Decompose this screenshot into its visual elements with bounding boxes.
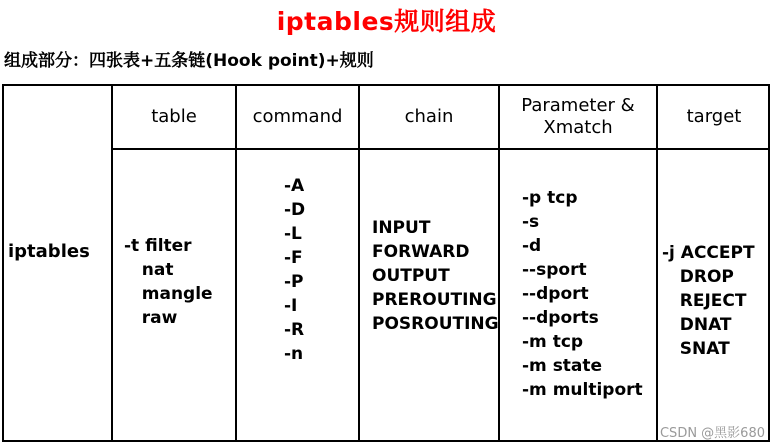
parameter-option: -m multiport [522, 380, 643, 400]
command-options [284, 174, 305, 366]
table-option: mangle [124, 284, 213, 304]
command-option: -n [284, 344, 304, 364]
header-divider [111, 148, 768, 150]
table-option: nat [124, 260, 174, 280]
chain-option: OUTPUT [372, 266, 450, 286]
target-option: REJECT [662, 291, 747, 311]
chain-option: PREROUTING [372, 290, 497, 310]
header-target: target [686, 106, 742, 127]
command-option: -F [284, 248, 303, 268]
command-option: -I [284, 296, 298, 316]
parameter-option: -s [522, 212, 540, 232]
parameter-option: --dports [522, 308, 599, 328]
command-option: -L [284, 224, 302, 244]
target-option: DNAT [662, 315, 732, 335]
parameter-options [522, 186, 643, 402]
target-option: DROP [662, 267, 734, 287]
watermark: CSDN @黑影680 [659, 426, 765, 441]
chain-option: FORWARD [372, 242, 470, 262]
parameter-option: -m tcp [522, 332, 584, 352]
parameter-option: -p tcp [522, 188, 578, 208]
page-subtitle: 组成部分：四张表+五条链(Hook point)+规则 [4, 51, 374, 71]
header-chain: chain [404, 106, 454, 127]
chain-options [372, 216, 499, 336]
command-option: -A [284, 176, 305, 196]
table-option: -t filter [124, 236, 192, 256]
header-parameter [500, 86, 656, 148]
command-option: -D [284, 200, 306, 220]
command-option: -R [284, 320, 305, 340]
header-parameter-line1: Parameter & [521, 95, 635, 116]
command-option: -P [284, 272, 304, 292]
chain-option: INPUT [372, 218, 431, 238]
header-parameter-line2: Xmatch [543, 117, 613, 138]
row-label-iptables: iptables [8, 241, 90, 262]
iptables-table [2, 84, 770, 442]
page-title: iptables规则组成 [276, 7, 497, 36]
header-table: table [151, 106, 197, 127]
parameter-option: --dport [522, 284, 589, 304]
parameter-option: -d [522, 236, 542, 256]
target-option: SNAT [662, 339, 730, 359]
table-options [124, 234, 213, 330]
chain-option: POSROUTING [372, 314, 499, 334]
target-option: -j ACCEPT [662, 243, 755, 263]
parameter-option: -m state [522, 356, 603, 376]
table-option: raw [124, 308, 178, 328]
header-command: command [252, 106, 343, 127]
target-options [662, 241, 755, 361]
parameter-option: --sport [522, 260, 587, 280]
